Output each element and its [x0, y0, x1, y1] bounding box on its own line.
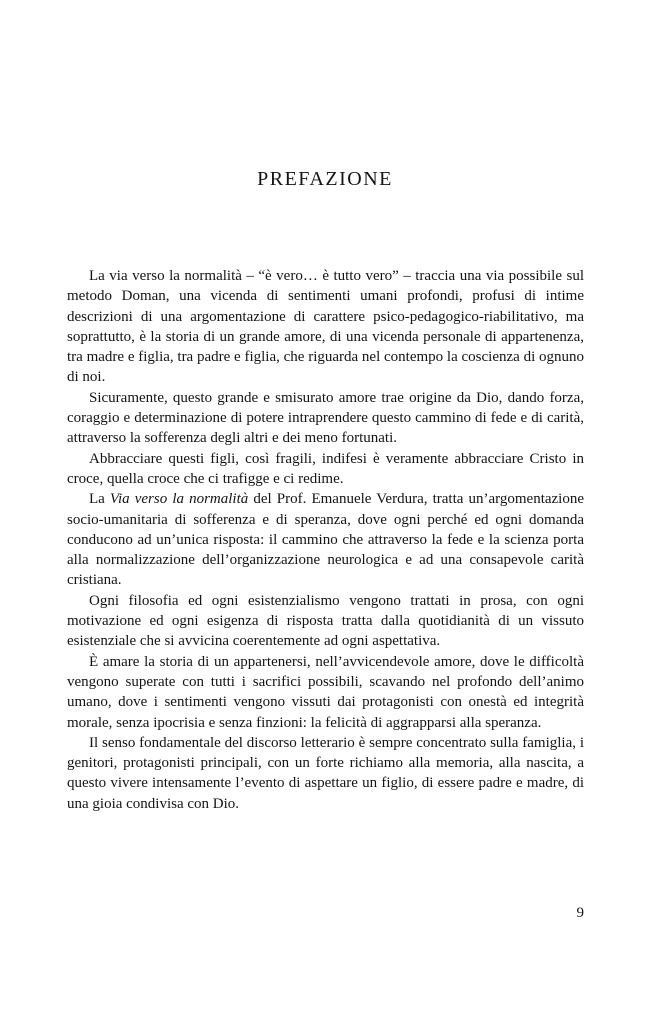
text-segment: del Prof. Emanuele Verdura, tratta un’argomentazione socio-umanitaria di sofferenza e di speranza, dove ogni perché ed ogni domanda conducono ad un’unica risposta: il cammino che attraverso la fede e la scienza porta alla normalizzazione dell’organizzazione neurologica e ad una consapevole carità cristiana. — [67, 491, 585, 589]
page-number: 9 — [576, 905, 584, 921]
book-title-reference: Via verso la normalità — [109, 491, 249, 508]
paragraph — [67, 449, 584, 490]
text-segment: Il senso fondamentale del discorso letterario è sempre concentrato sulla famiglia, i genitori, protagonisti principali, con un forte richiamo alla memoria, alla nascita, a questo vivere intensamente l’evento di aspettare un figlio, di essere padre e madre, di una gioia condivisa con Dio. — [67, 734, 584, 812]
text-segment: Abbracciare questi figli, così fragili, indifesi è veramente abbracciare Cristo in croce, quella croce che ci trafigge e ci redime. — [67, 450, 584, 487]
preface-body — [67, 266, 584, 814]
text-segment: Sicuramente, questo grande e smisurato amore trae origine da Dio, dando forza, coraggio e determinazione di potere intraprendere questo cammino di fede e di carità, attraverso la sofferenza degli altri e dei meno fortunati. — [67, 389, 584, 447]
paragraph — [67, 388, 584, 449]
paragraph — [67, 591, 584, 652]
text-segment: La via verso la normalità – “è vero… è tutto vero” – traccia una via possibile sul metodo Doman, una vicenda di sentimenti umani profondi, profusi di intime descrizioni di una argomentazione di carattere psico-pedagogico-riabilitativo, ma soprattutto, è la storia di un grande amore, di una vicenda personale di appartenenza, tra madre e figlia, tra padre e figlia, che riguarda nel contempo la coscienza di ognuno di noi. — [67, 268, 584, 386]
paragraph — [67, 733, 584, 814]
text-segment: Ogni filosofia ed ogni esistenzialismo vengono trattati in prosa, con ogni motivazione ed ogni esigenza di risposta tratta dalla quotidianità di un vissuto esistenziale che si avvicina coerentemente ad ogni aspettativa. — [67, 592, 584, 650]
page-title: PREFAZIONE — [257, 168, 393, 190]
paragraph — [67, 489, 584, 590]
paragraph — [67, 266, 584, 388]
text-segment: È amare la storia di un appartenersi, nell’avvicendevole amore, dove le difficoltà vengono superate con tutti i sacrifici possibili, scavando nel profondo dell’animo umano, dove i sentimenti vengono vissuti dai protagonisti con onestà ed integrità morale, senza ipocrisia e senza finzioni: la felicità di aggrapparsi alla speranza. — [67, 653, 584, 731]
text-segment: La — [89, 491, 110, 508]
paragraph — [67, 652, 584, 733]
